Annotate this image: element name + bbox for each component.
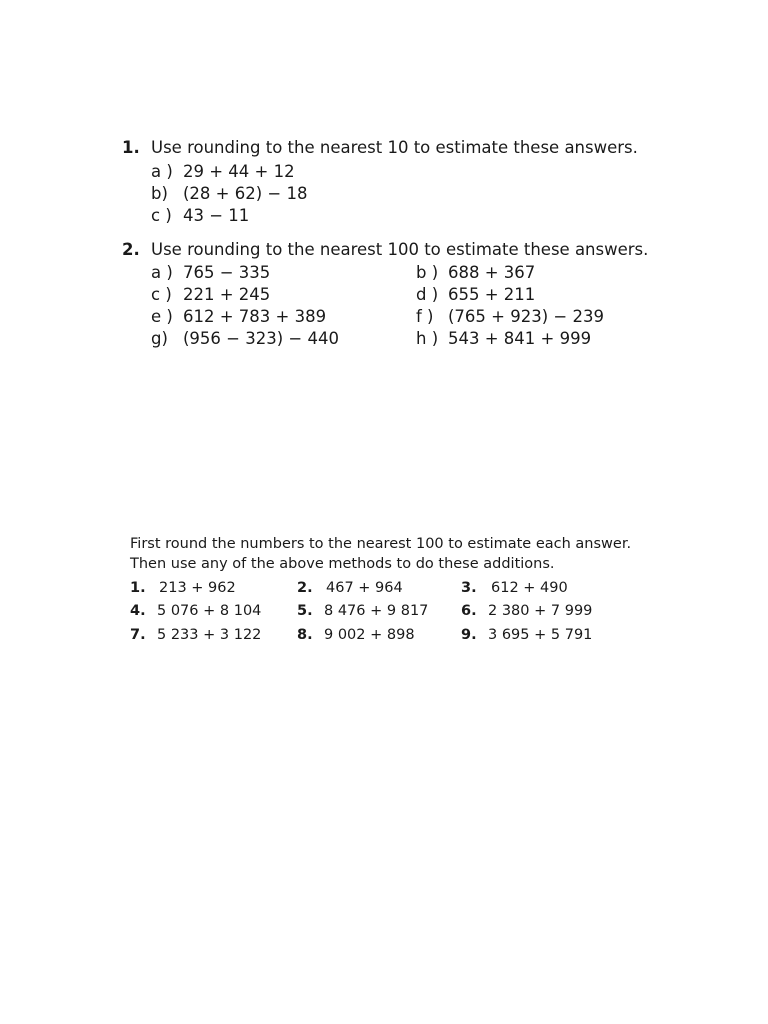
item-label: d ): [416, 285, 439, 304]
exercise-number: 5.: [297, 603, 313, 619]
exercise-expression: 2 380 + 7 999: [488, 603, 593, 619]
question-2: [122, 240, 682, 348]
item-expression: 221 + 245: [183, 285, 271, 304]
exercise-expression: 8 476 + 9 817: [324, 603, 429, 619]
item-label: h ): [416, 329, 439, 348]
exercise-instructions: [130, 534, 650, 574]
exercise-number: 7.: [130, 627, 146, 643]
item-expression: (28 + 62) − 18: [183, 184, 308, 203]
item-label: f ): [416, 307, 434, 326]
exercise-number: 8.: [297, 627, 313, 643]
item-expression: 543 + 841 + 999: [448, 329, 592, 348]
question-text: Use rounding to the nearest 10 to estimate these answers.: [151, 138, 638, 157]
item-label: c ): [151, 206, 172, 225]
exercise-expression: 5 076 + 8 104: [157, 603, 262, 619]
item-label: b ): [416, 263, 439, 282]
item-expression: (956 − 323) − 440: [183, 329, 339, 348]
question-text: Use rounding to the nearest 100 to estimate these answers.: [151, 240, 649, 259]
exercise-number: 3.: [461, 580, 477, 596]
exercise-expression: 467 + 964: [326, 580, 403, 596]
item-label: c ): [151, 285, 172, 304]
item-label: e ): [151, 307, 173, 326]
exercise-expression: 213 + 962: [159, 580, 236, 596]
exercise-expression: 9 002 + 898: [324, 627, 415, 643]
exercise-expression: 612 + 490: [491, 580, 568, 596]
exercise-number: 9.: [461, 627, 477, 643]
item-expression: 29 + 44 + 12: [183, 162, 295, 181]
item-label: a ): [151, 263, 173, 282]
item-expression: (765 + 923) − 239: [448, 307, 604, 326]
item-expression: 43 − 11: [183, 206, 250, 225]
exercise-number: 6.: [461, 603, 477, 619]
item-expression: 765 − 335: [183, 263, 271, 282]
exercise-expression: 3 695 + 5 791: [488, 627, 593, 643]
item-expression: 612 + 783 + 389: [183, 307, 327, 326]
item-label: b): [151, 184, 168, 203]
instruction-line: First round the numbers to the nearest 100 to estimate each answer.: [130, 536, 632, 552]
exercise-number: 4.: [130, 603, 146, 619]
item-label: g): [151, 329, 168, 348]
exercise-expression: 5 233 + 3 122: [157, 627, 262, 643]
question-1-heading: [122, 138, 682, 164]
item-expression: 655 + 211: [448, 285, 536, 304]
item-label: a ): [151, 162, 173, 181]
question-number: 1.: [122, 138, 140, 157]
item-expression: 688 + 367: [448, 263, 536, 282]
exercise-block: [130, 534, 650, 643]
exercise-number: 2.: [297, 580, 313, 596]
question-number: 2.: [122, 240, 140, 259]
instruction-line: Then use any of the above methods to do these additions.: [130, 556, 555, 572]
exercise-number: 1.: [130, 580, 146, 596]
question-1: [122, 138, 682, 225]
